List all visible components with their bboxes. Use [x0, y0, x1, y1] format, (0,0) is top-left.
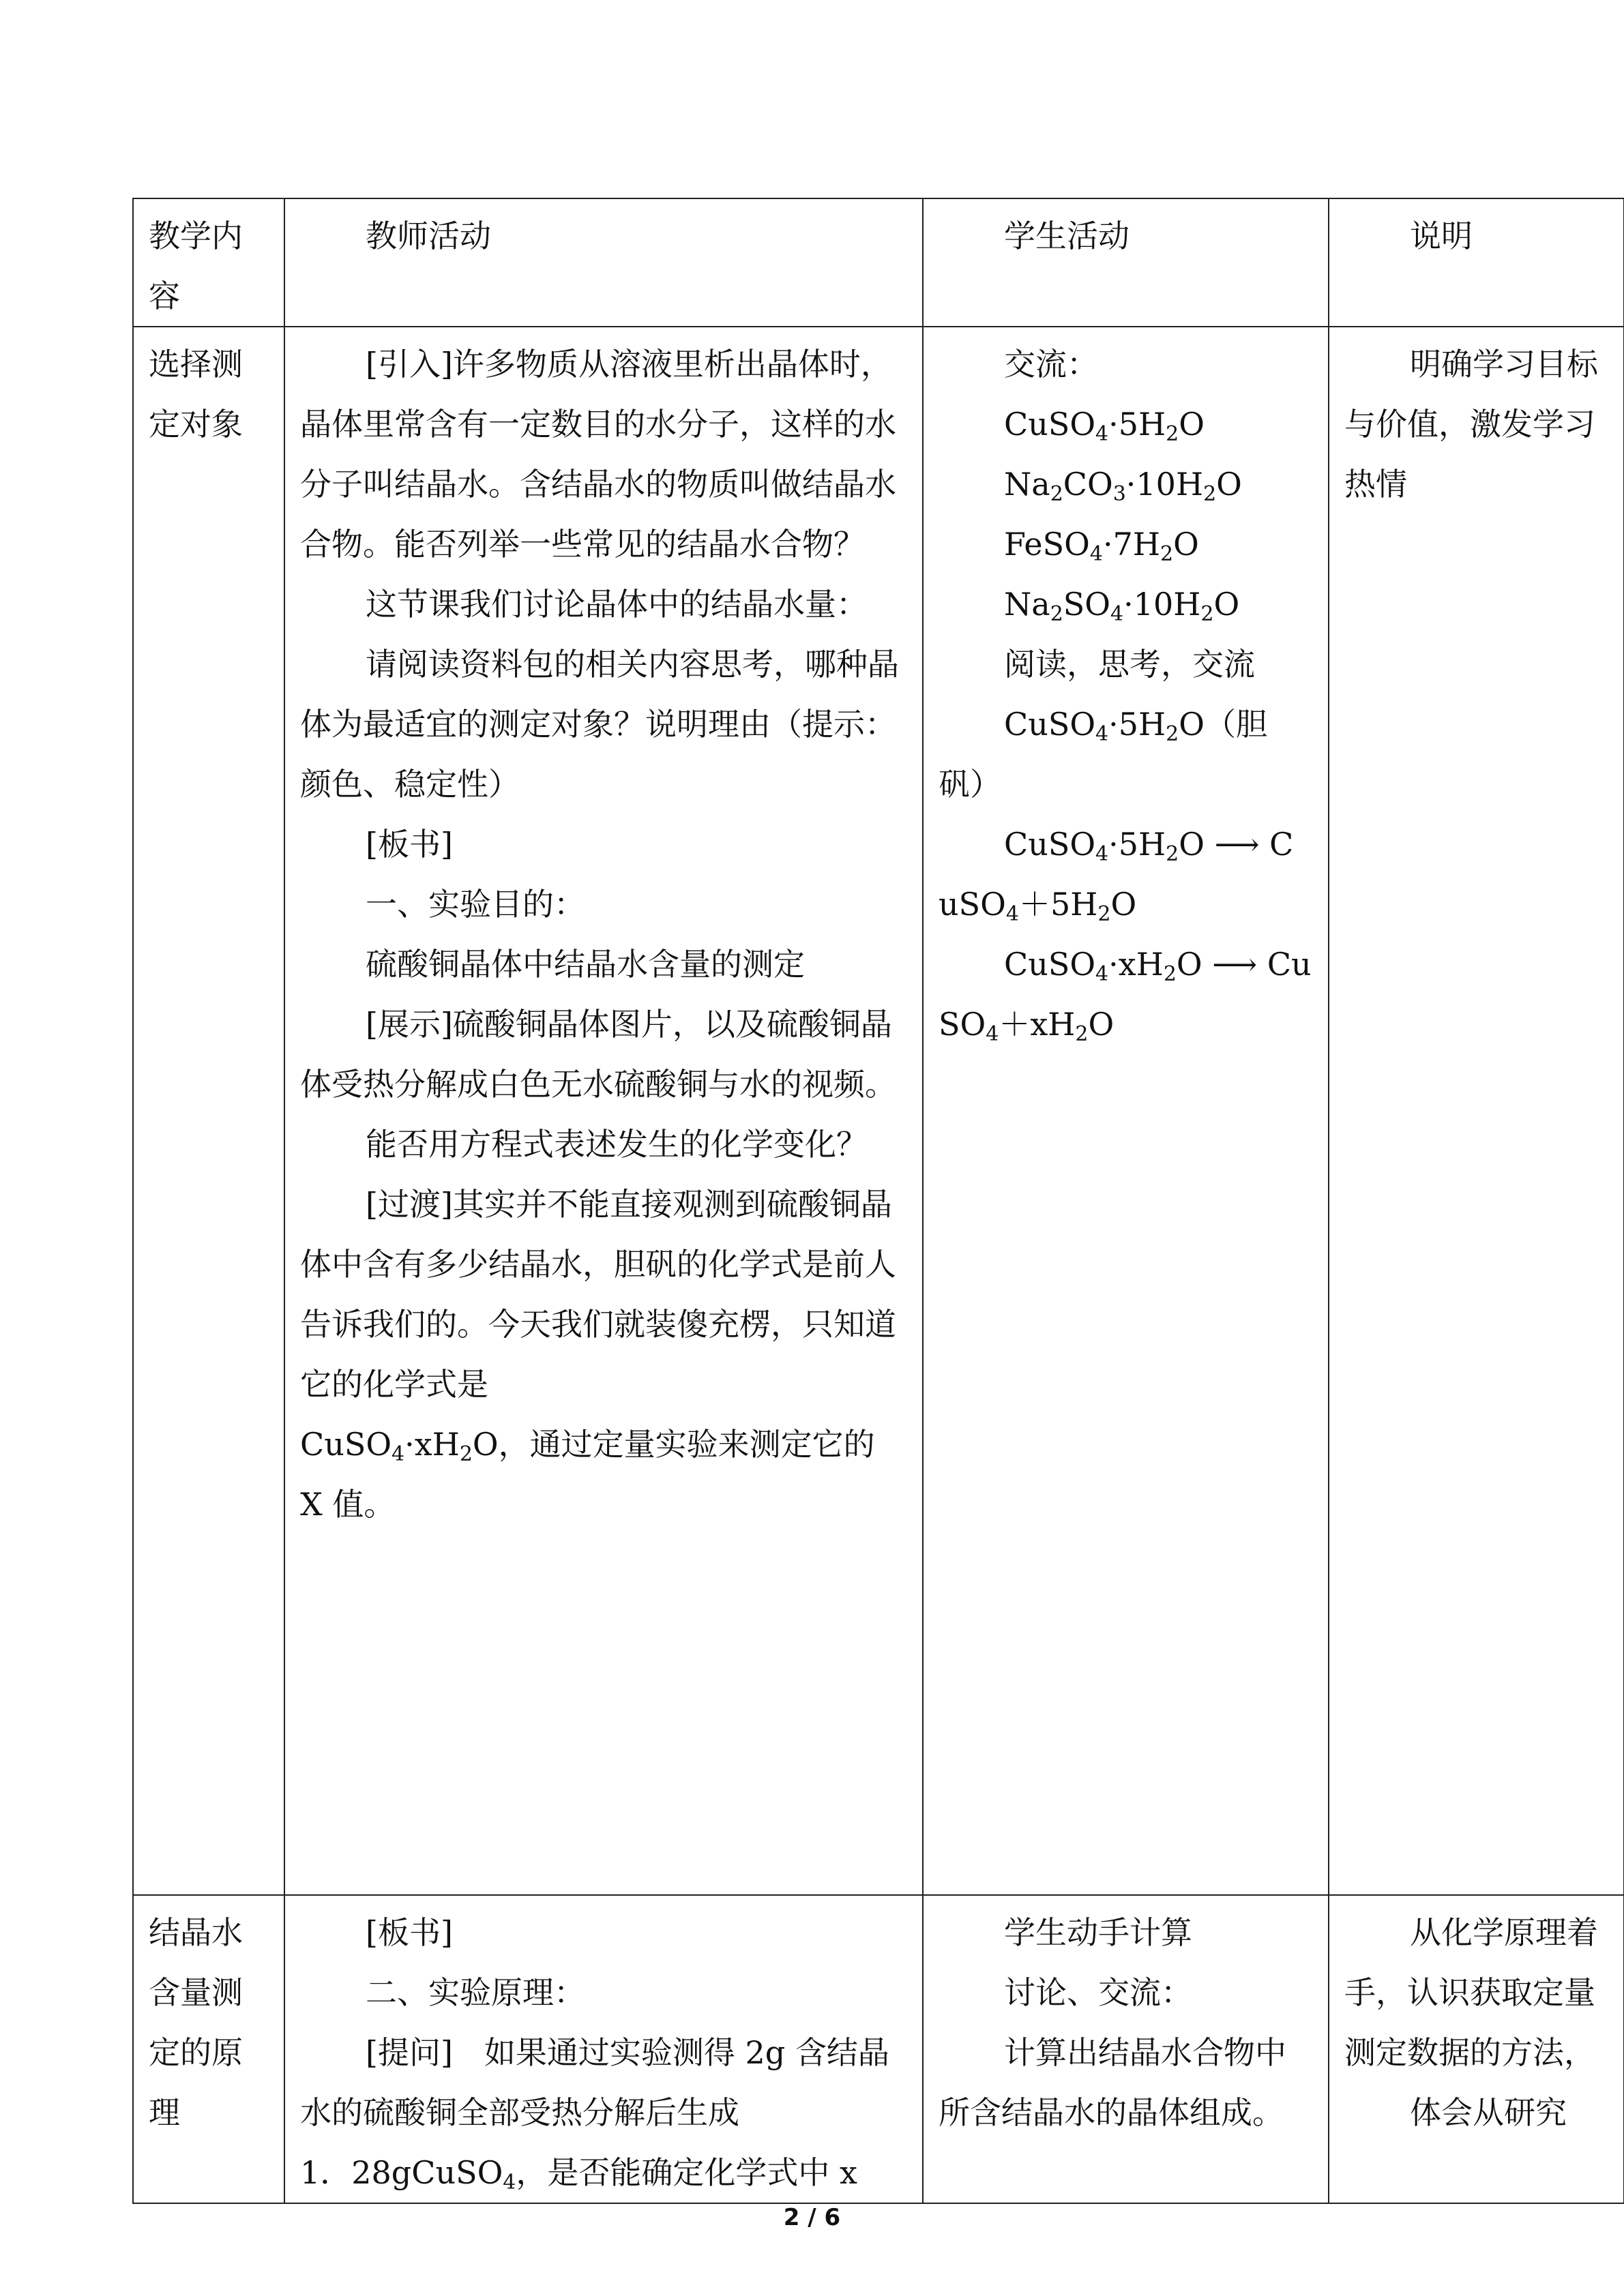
formula-text: ·xH [404, 1426, 460, 1463]
formula-text: CO [1063, 466, 1113, 503]
header-content: 教学内容 [133, 198, 284, 327]
student-para: 学生动手计算 [1004, 1914, 1192, 1951]
table-header-row [133, 198, 1624, 327]
formula-text: ·7H [1102, 526, 1160, 563]
formula-text: Na [1004, 586, 1050, 623]
formula-text: ·5H [1108, 706, 1166, 743]
row2-note [1329, 1895, 1624, 2203]
note-text: 体会从研究 [1410, 2094, 1567, 2131]
formula-sub: 4 [1005, 902, 1019, 926]
formula-text: CuSO [1004, 946, 1096, 983]
student-read: 阅读，思考，交流 [1004, 646, 1255, 683]
formula-text: ·5H [1108, 406, 1166, 443]
formula-text: 1．28gCuSO [300, 2154, 503, 2191]
formula-sub: 4 [1089, 542, 1103, 566]
formula-sub: 2 [1097, 902, 1111, 926]
note-text: 明确学习目标与价值，激发学习热情 [1344, 346, 1598, 503]
formula-feso4-7h2o [939, 514, 1313, 574]
formula-sub: 4 [1110, 602, 1124, 626]
formula-sub: 2 [1163, 962, 1177, 986]
formula-text: CuSO [300, 1426, 392, 1463]
teacher-para: X 值。 [300, 1486, 396, 1523]
formula-sub: 4 [1095, 722, 1109, 746]
teacher-para: [板书] [366, 1914, 453, 1951]
header-teacher: 教师活动 [284, 198, 923, 327]
student-exchange: 交流： [1004, 346, 1098, 383]
formula-text: O [472, 1426, 499, 1463]
formula-cuso4-5h2o [939, 394, 1313, 454]
formula-text: O ⟶ CuSO [939, 946, 1312, 1043]
formula-sub: 2 [1075, 1022, 1089, 1046]
teacher-para: [展示]硫酸铜晶体图片，以及硫酸铜晶体受热分解成白色无水硫酸铜与水的视频。 [300, 1006, 896, 1103]
equation-5h2o [939, 814, 1313, 934]
formula-text: O [1110, 886, 1137, 923]
formula-text: O ⟶ CuSO [939, 826, 1294, 923]
formula-text: Na [1004, 466, 1050, 503]
formula-text: ·5H [1108, 826, 1166, 863]
formula-text: ＋xH [999, 1006, 1076, 1043]
formula-text: ＋5H [1018, 886, 1098, 923]
formula-text: CuSO [1004, 406, 1096, 443]
row1-student [923, 327, 1329, 1895]
table-row [133, 1895, 1624, 2203]
formula-sub: 2 [1050, 602, 1063, 626]
formula-text: CuSO [1004, 706, 1096, 743]
teacher-formula-line [300, 1414, 907, 1474]
formula-text: O [1173, 526, 1199, 563]
formula-sub: 4 [986, 1022, 999, 1046]
formula-text: ，是否能确定化学式中 x [516, 2154, 857, 2191]
row1-note [1329, 327, 1624, 1895]
table-row [133, 327, 1624, 1895]
row1-teacher [284, 327, 923, 1895]
teacher-para: 二、实验原理： [366, 1974, 585, 2011]
teacher-para: 能否用方程式表述发生的化学变化？ [366, 1126, 868, 1163]
student-para: 讨论、交流： [1004, 1974, 1192, 2011]
row2-content: 结晶水含量测定的原理 [133, 1895, 284, 2203]
formula-sub: 2 [1166, 842, 1179, 866]
teacher-para: [提问] 如果通过实验测得 2g 含结晶水的硫酸铜全部受热分解后生成 [300, 2034, 889, 2131]
teacher-para: [引入]许多物质从溶液里析出晶体时，晶体里常含有一定数目的水分子，这样的水分子叫结晶水。含结晶水的物质叫做结晶水合物。能否列举一些常见的结晶水合物？ [300, 346, 896, 563]
page-number: 2 / 6 [783, 2204, 841, 2231]
formula-text: ·xH [1108, 946, 1164, 983]
equation-xh2o [939, 934, 1313, 1054]
header-note: 说明 [1329, 198, 1624, 327]
formula-na2so4-10h2o [939, 574, 1313, 634]
formula-text: O [1213, 586, 1240, 623]
formula-text: O [1088, 1006, 1114, 1043]
formula-sub: 2 [1160, 542, 1174, 566]
formula-text: ·10H [1125, 466, 1204, 503]
formula-text: ，通过定量实验来测定它的 [498, 1426, 875, 1463]
teacher-para: 这节课我们讨论晶体中的结晶水量： [366, 586, 868, 623]
formula-danfan [939, 694, 1313, 814]
teacher-para: [板书] [366, 826, 453, 863]
note-text: 从化学原理着手，认识获取定量测定数据的方法， [1344, 1914, 1598, 2071]
formula-text: SO [1063, 586, 1111, 623]
lesson-plan-table [132, 198, 1624, 2204]
header-student: 学生活动 [923, 198, 1329, 327]
teacher-formula-line [300, 2143, 907, 2203]
teacher-para: 一、实验目的： [366, 886, 585, 923]
formula-sub: 2 [459, 1442, 473, 1466]
formula-sub: 2 [1166, 722, 1179, 746]
formula-na2co3-10h2o [939, 454, 1313, 514]
formula-sub: 2 [1050, 482, 1063, 506]
student-para: 计算出结晶水合物中所含结晶水的晶体组成。 [939, 2034, 1286, 2131]
row1-content: 选择测定对象 [133, 327, 284, 1895]
formula-sub: 4 [503, 2171, 516, 2194]
formula-sub: 2 [1166, 422, 1179, 446]
formula-text: CuSO [1004, 826, 1096, 863]
row2-student [923, 1895, 1329, 2203]
formula-sub: 2 [1200, 602, 1214, 626]
formula-text: O（胆矾） [939, 706, 1267, 803]
formula-sub: 4 [1095, 422, 1109, 446]
formula-text: O [1179, 406, 1205, 443]
teacher-para: 请阅读资料包的相关内容思考，哪种晶体为最适宜的测定对象？说明理由（提示：颜色、稳定性） [300, 646, 899, 803]
teacher-para: [过渡]其实并不能直接观测到硫酸铜晶体中含有多少结晶水，胆矾的化学式是前人告诉我们的。今天我们就装傻充楞，只知道它的化学式是 [300, 1186, 896, 1403]
formula-text: O [1216, 466, 1242, 503]
formula-text: FeSO [1004, 526, 1090, 563]
formula-text: ·10H [1123, 586, 1201, 623]
row2-teacher [284, 1895, 923, 2203]
formula-sub: 4 [392, 1442, 405, 1466]
formula-sub: 3 [1112, 482, 1126, 506]
formula-sub: 4 [1095, 962, 1109, 986]
formula-sub: 4 [1095, 842, 1109, 866]
teacher-para: 硫酸铜晶体中结晶水含量的测定 [366, 946, 805, 983]
formula-sub: 2 [1203, 482, 1217, 506]
